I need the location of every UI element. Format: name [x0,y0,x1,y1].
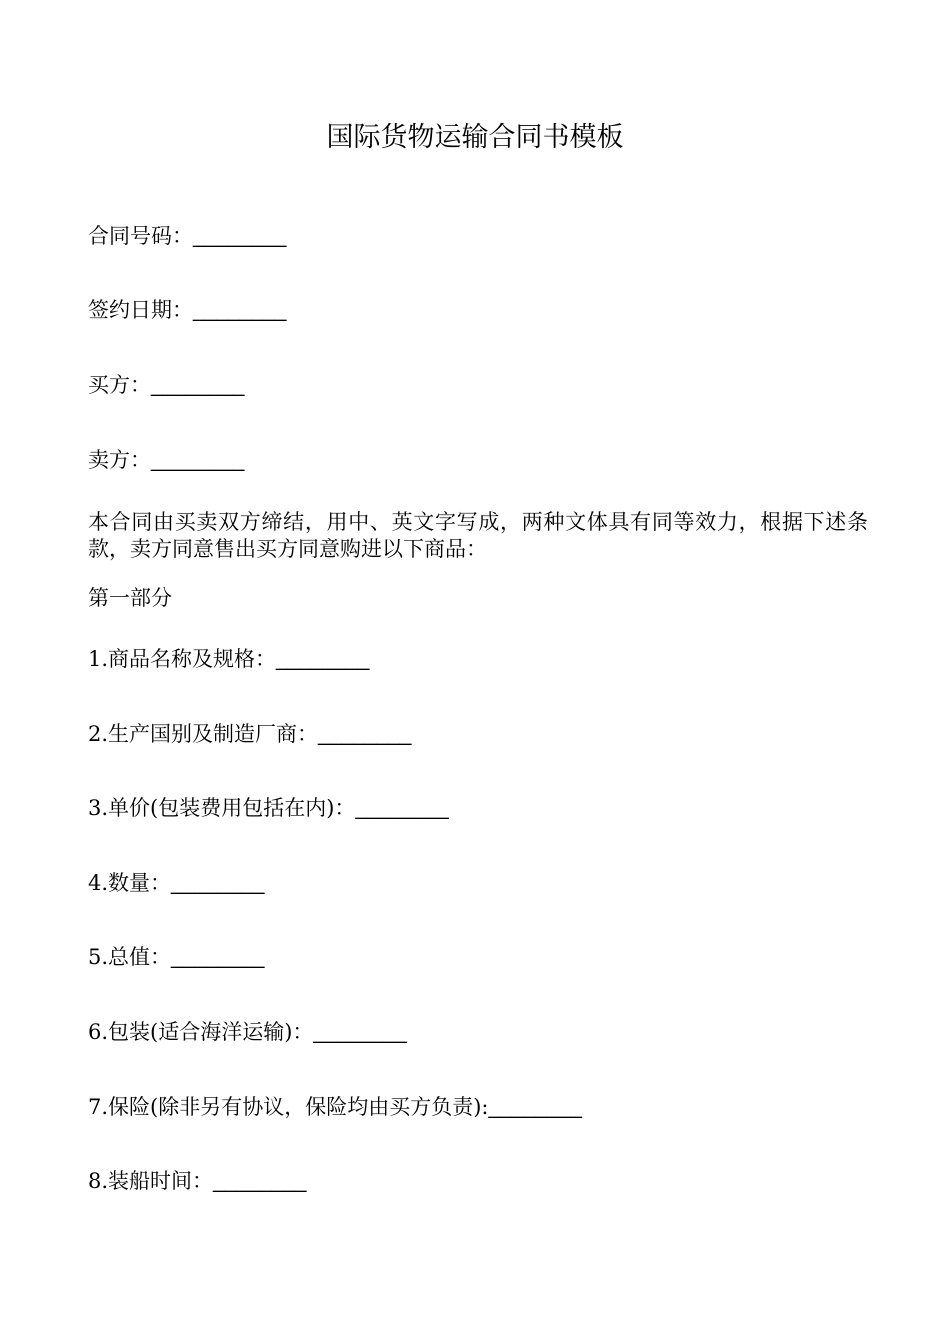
contract-number-field [88,222,286,251]
field-label: 签约日期： [88,298,193,322]
clause-5 [88,943,264,972]
fill-blank: ________ [355,797,449,820]
clause-8 [88,1167,306,1196]
intro-paragraph: 本合同由买卖双方缔结，用中、英文字写成，两种文体具有同等效力，根据下述条款，卖方同意售出买方同意购进以下商品： [88,510,868,561]
fill-blank: ________ [171,872,265,895]
clause-4 [88,869,264,898]
clause-label: 2.生产国别及制造厂商： [88,722,319,746]
clause-6 [88,1018,407,1047]
clause-label: 1.商品名称及规格： [88,647,277,671]
fill-blank: ________ [276,648,370,671]
seller-field [88,446,244,475]
clause-7 [88,1093,582,1122]
part-heading: 第一部分 [88,586,172,610]
document-title: 国际货物运输合同书模板 [326,122,624,153]
fill-blank: ________ [213,1170,307,1193]
field-label: 卖方： [88,448,151,472]
clause-label: 8.装船时间： [88,1169,214,1193]
clause-2 [88,720,411,749]
fill-blank: ________ [171,946,265,969]
field-label: 合同号码： [88,224,193,248]
clause-label: 3.单价(包装费用包括在内)： [88,796,356,820]
fill-blank: ________ [193,299,287,322]
clause-label: 4.数量： [88,871,172,895]
field-label: 买方： [88,373,151,397]
clause-1 [88,645,369,674]
buyer-field [88,371,244,400]
clause-label: 6.包装(适合海洋运输)： [88,1020,314,1044]
clause-3 [88,794,449,823]
signing-date-field [88,296,286,325]
fill-blank: ________ [313,1021,407,1044]
fill-blank: ________ [318,723,412,746]
fill-blank: ________ [193,225,287,248]
clause-label: 5.总值： [88,945,172,969]
fill-blank: ________ [151,374,245,397]
fill-blank: ________ [488,1096,582,1119]
clause-label: 7.保险(除非另有协议，保险均由买方负责): [88,1095,489,1119]
fill-blank: ________ [151,449,245,472]
